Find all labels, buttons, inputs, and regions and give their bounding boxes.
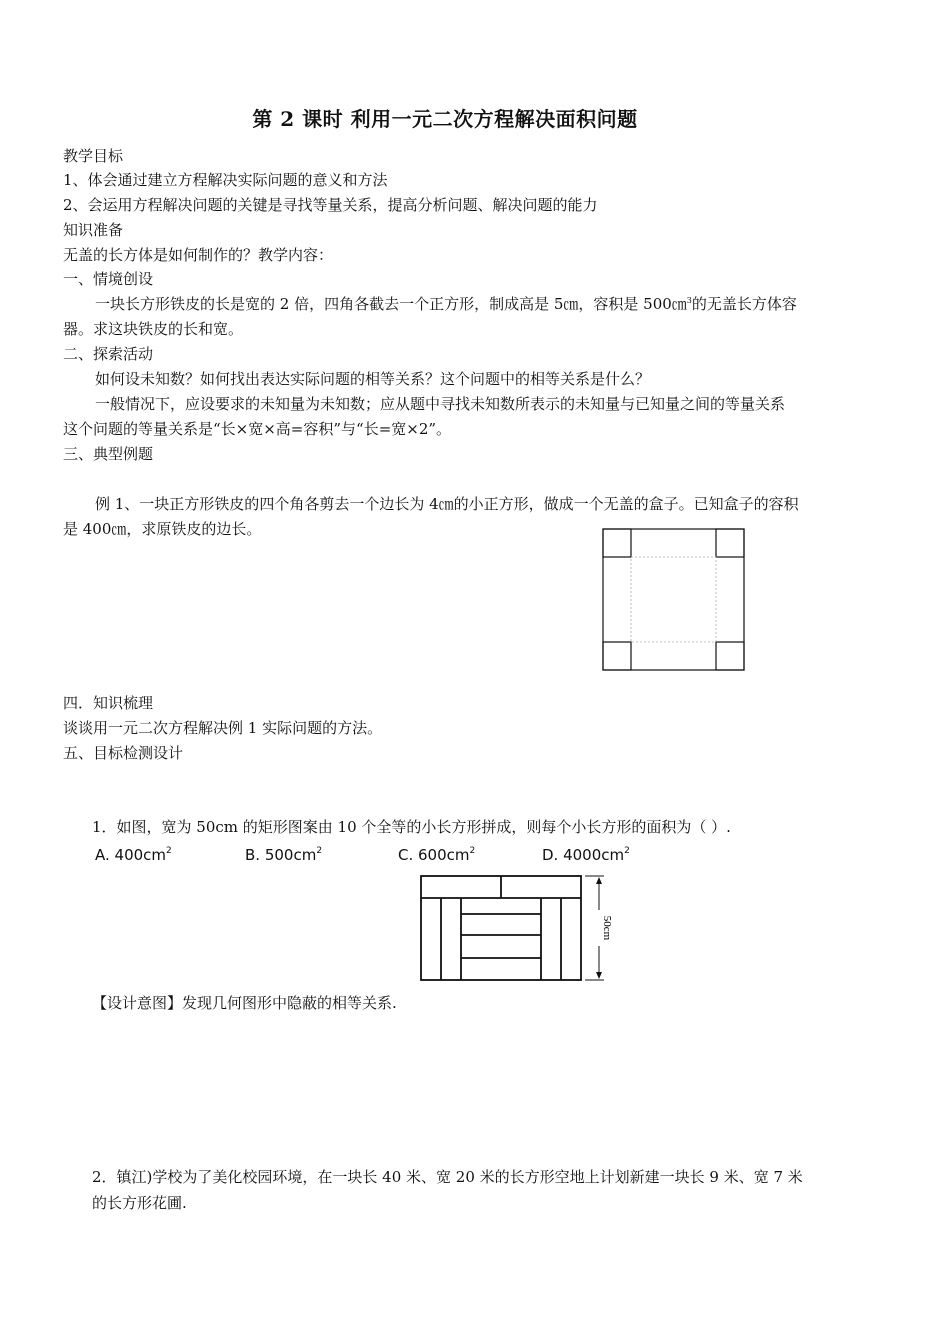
cubic-superscript: 3 [686,296,692,305]
section-2-explanation-b: 这个问题的等量关系是“长×宽×高=容积”与“长=宽×2”。 [63,420,452,438]
option-a: A. $400cm^2$ [95,846,172,864]
section-1-text-b: 的无盖长方体容 [691,295,797,313]
section-2-heading: 二、探索活动 [63,345,154,363]
example-1-text-b: 是 400㎝，求原铁皮的边长。 [63,520,262,538]
section-1-text-c: 器。求这块铁皮的长和宽。 [63,320,244,338]
section-1-heading: 一、情境创设 [63,270,154,288]
goals-heading: 教学目标 [63,147,124,165]
question-2-text-a: 2．镇江)学校为了美化校园环境，在一块长 40 米、宽 20 米的长方形空地上计划新建一块长 9 米、宽 7 米 [92,1168,803,1186]
section-2-question: 如何设未知数？如何找出表达实际问题的相等关系？这个问题中的相等关系是什么？ [95,370,651,388]
width-label: 50cm [601,915,613,941]
knowledge-text: 无盖的长方体是如何制作的？教学内容： [63,246,334,264]
section-2-explanation-a: 一般情况下，应设要求的未知量为未知数；应从题中寻找未知数所表示的未知量与已知量之间的等量关系 [95,395,786,413]
example-1-figure [602,528,746,672]
knowledge-heading: 知识准备 [63,221,124,239]
option-d: D. $4000cm^2$ [542,846,630,864]
goal-2: 2、会运用方程解决问题的关键是寻找等量关系，提高分析问题、解决问题的能力 [63,196,598,214]
section-3-heading: 三、典型例题 [63,445,154,463]
question-1-design-intent: 【设计意图】发现几何图形中隐蔽的相等关系. [92,994,397,1012]
question-2-text-b: 的长方形花圃. [92,1194,187,1212]
question-1-figure [418,873,618,985]
option-c: C. $600cm^2$ [398,846,476,864]
section-4-heading: 四．知识梳理 [63,694,154,712]
option-b: B. $500cm^2$ [245,846,323,864]
page-title: 第 2 课时 利用一元二次方程解决面积问题 [252,107,638,131]
section-1-paragraph [95,294,797,314]
section-4-text: 谈谈用一元二次方程解决例 1 实际问题的方法。 [63,719,383,737]
question-1-text: 1．如图，宽为 50cm 的矩形图案由 10 个全等的小长方形拼成，则每个小长方形的面积为（ ）. [92,818,731,836]
example-1-text-a: 例 1、一块正方形铁皮的四个角各剪去一个边长为 4㎝的小正方形，做成一个无盖的盒子。已知盒子的容积 [95,495,799,513]
section-5-heading: 五、目标检测设计 [63,744,184,762]
section-1-text-a: 一块长方形铁皮的长是宽的 2 倍，四角各截去一个正方形，制成高是 5㎝，容积是 500㎝ [95,295,687,313]
goal-1: 1、体会通过建立方程解决实际问题的意义和方法 [63,171,388,189]
